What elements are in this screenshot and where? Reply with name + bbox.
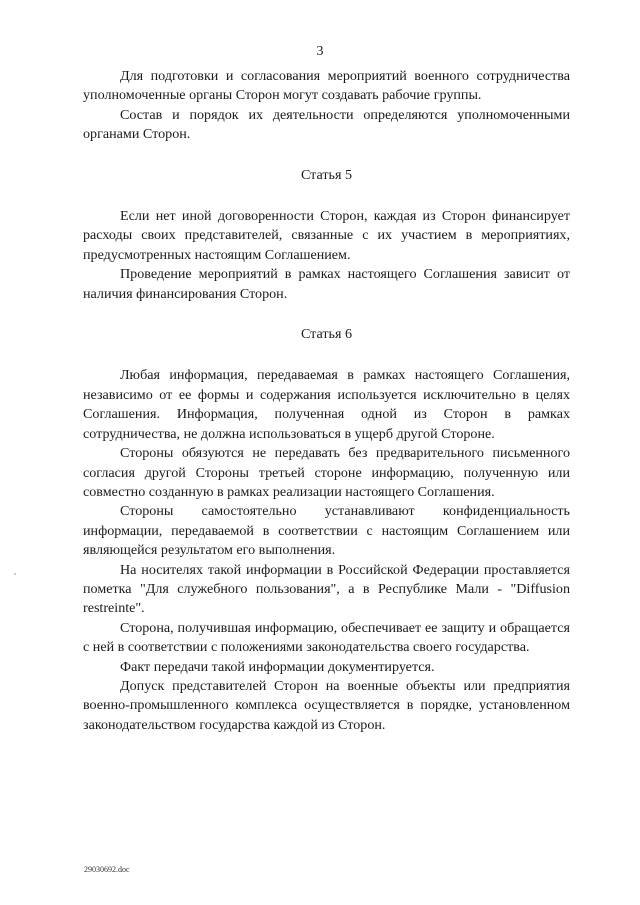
article-6-heading: Статья 6 (300, 326, 353, 343)
article-6-paragraph-1: Любая информация, передаваемая в рамках настоящего Соглашения, независимо от ее формы и содержания используется исключительно в целях Соглашения. Информация, полученная одной из Сторон в рамках сотрудничества, не должна использоваться в ущерб другой Стороне. (83, 367, 570, 442)
intro-paragraph-2: Состав и порядок их деятельности определяются уполномоченными органами Сторон. (83, 106, 570, 143)
article-6-paragraph-3: Стороны самостоятельно устанавливают конфиденциальность информации, передаваемой в соответствии с настоящим Соглашением или являющейся результатом его выполнения. (83, 503, 570, 559)
scan-speck (14, 573, 16, 575)
article-6-paragraph-6: Факт передачи такой информации документируется. (120, 658, 435, 675)
footer-filename: 29030692.doc (84, 865, 130, 874)
article-5-paragraph-1: Если нет иной договоренности Сторон, каждая из Сторон финансирует расходы своих представителей, связанные с их участием в мероприятиях, предусмотренных настоящим Соглашением. (83, 208, 570, 263)
article-5-paragraph-2: Проведение мероприятий в рамках настоящего Соглашения зависит от наличия финансирования Сторон. (83, 266, 570, 302)
article-6-paragraph-5: Сторона, получившая информацию, обеспечивает ее защиту и обращается с ней в соответствии с положениями законодательства своего государства. (83, 619, 570, 656)
article-6-paragraph-4: На носителях такой информации в Российской Федерации проставляется пометка "Для служебного пользования", а в Республике Мали - "Diffusion restreinte". (83, 561, 570, 617)
article-5-heading: Статья 5 (300, 166, 353, 183)
article-6-paragraph-2: Стороны обязуются не передавать без предварительного письменного согласия другой Стороны третьей стороне информацию, полученную или совместно созданную в рамках реализации настоящего Соглашения. (83, 445, 570, 500)
intro-paragraph-1: Для подготовки и согласования мероприятий военного сотрудничества уполномоченные органы Сторон могут создавать рабочие группы. (83, 68, 570, 104)
page-number: 3 (316, 44, 324, 59)
document-body (83, 67, 570, 735)
article-6-paragraph-7: Допуск представителей Сторон на военные объекты или предприятия военно-промышленного комплекса осуществляется в порядке, установленном законодательством государства каждой из Сторон. (83, 677, 570, 733)
